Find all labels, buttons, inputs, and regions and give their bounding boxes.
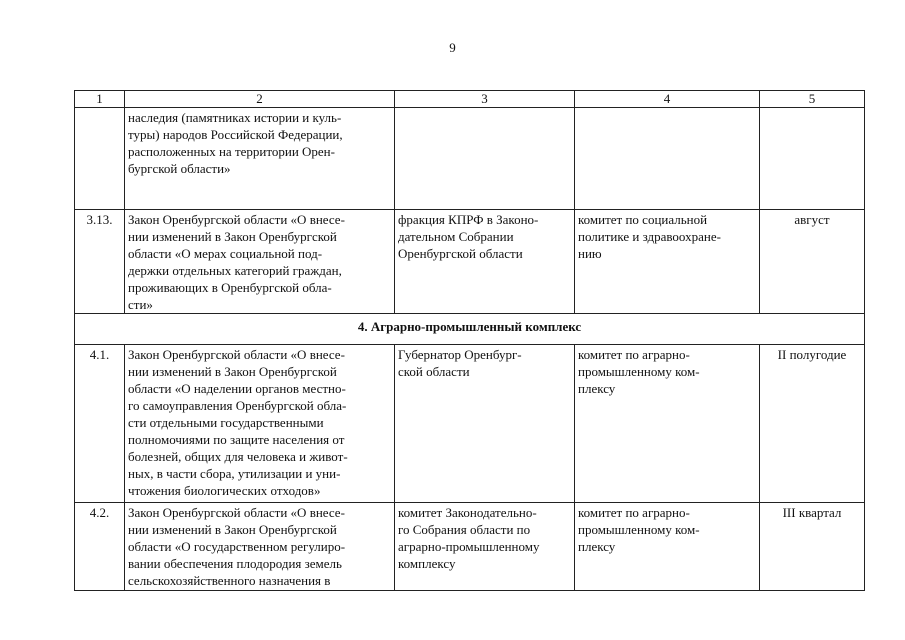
committee-line: промышленному ком- [578,522,700,537]
section-title: 4. Аграрно-промышленный комплекс [75,314,865,345]
section-heading-row [75,314,865,345]
law-title-line: Закон Оренбургской области «О внесе- [128,505,345,520]
table-header-row [75,91,865,108]
column-header: 4 [575,91,760,108]
law-title-cell [125,108,395,210]
table-row [75,345,865,503]
initiator-cell [395,345,575,503]
row-number-cell [75,108,125,210]
table-row [75,503,865,591]
deadline-cell: II полугодие [760,345,865,503]
law-title-cell [125,503,395,591]
initiator-line: комплексу [398,556,456,571]
column-header: 5 [760,91,865,108]
law-title-line: держки отдельных категорий граждан, [128,263,342,278]
initiator-line: фракция КПРФ в Законо- [398,212,539,227]
committee-cell [575,210,760,314]
initiator-cell [395,503,575,591]
initiator-line: ской области [398,364,470,379]
column-header: 2 [125,91,395,108]
deadline-cell: III квартал [760,503,865,591]
law-title-line: нии изменений в Закон Оренбургской [128,522,337,537]
law-title-line: проживающих в Оренбургской обла- [128,280,332,295]
committee-cell [575,108,760,210]
law-title-line: чтожения биологических отходов» [128,483,321,498]
law-title-line: полномочиями по защите населения от [128,432,345,447]
law-title-cell [125,345,395,503]
law-title-line: го самоуправления Оренбургской обла- [128,398,347,413]
law-title-line: области «О мерах социальной под- [128,246,323,261]
committee-cell [575,345,760,503]
committee-line: политике и здравоохране- [578,229,721,244]
deadline-cell: август [760,210,865,314]
law-title-line: бургской области» [128,161,231,176]
initiator-line: го Собрания области по [398,522,531,537]
initiator-line: Оренбургской области [398,246,523,261]
initiator-line: дательном Собрании [398,229,514,244]
page-number: 9 [449,40,456,55]
initiator-cell [395,210,575,314]
deadline-cell [760,108,865,210]
law-title-line: сти» [128,297,153,312]
row-number-cell: 4.2. [75,503,125,591]
law-title-line: расположенных на территории Орен- [128,144,335,159]
row-number-cell: 3.13. [75,210,125,314]
law-title-line: нии изменений в Закон Оренбургской [128,229,337,244]
law-title-cell [125,210,395,314]
law-title-line: наследия (памятниках истории и куль- [128,110,342,125]
initiator-line: аграрно-промышленному [398,539,540,554]
initiator-cell [395,108,575,210]
initiator-line: Губернатор Оренбург- [398,347,522,362]
law-title-line: нии изменений в Закон Оренбургской [128,364,337,379]
column-header: 1 [75,91,125,108]
law-title-line: Закон Оренбургской области «О внесе- [128,347,345,362]
committee-cell [575,503,760,591]
law-title-line: области «О наделении органов местно- [128,381,346,396]
law-title-line: вании обеспечения плодородия земель [128,556,342,571]
law-title-line: области «О государственном регулиро- [128,539,346,554]
law-title-line: болезней, общих для человека и живот- [128,449,348,464]
law-title-line: туры) народов Российской Федерации, [128,127,343,142]
committee-line: комитет по социальной [578,212,708,227]
legislation-plan-table [74,90,865,591]
law-title-line: сти отдельными государственными [128,415,324,430]
committee-line: промышленному ком- [578,364,700,379]
committee-line: плексу [578,539,616,554]
committee-line: комитет по аграрно- [578,505,690,520]
law-title-line: Закон Оренбургской области «О внесе- [128,212,345,227]
committee-line: нию [578,246,602,261]
table-row [75,210,865,314]
committee-line: комитет по аграрно- [578,347,690,362]
law-title-line: ных, в части сбора, утилизации и уни- [128,466,341,481]
row-number-cell: 4.1. [75,345,125,503]
table-row [75,108,865,210]
committee-line: плексу [578,381,616,396]
column-header: 3 [395,91,575,108]
law-title-line: сельскохозяйственного назначения в [128,573,331,588]
initiator-line: комитет Законодательно- [398,505,537,520]
